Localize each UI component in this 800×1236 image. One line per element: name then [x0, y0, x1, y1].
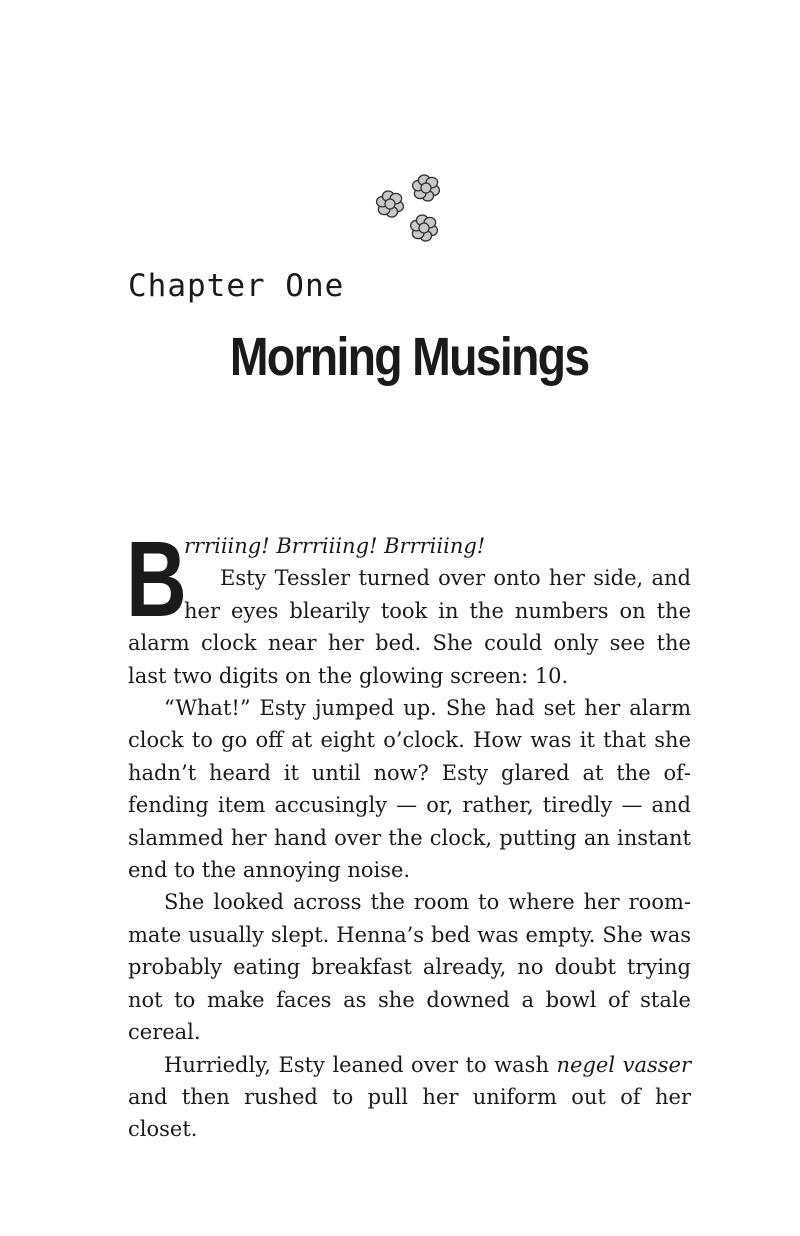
- drop-cap: B: [126, 518, 187, 639]
- paragraph-3: She looked across the room to where her roommate usually slept. Henna’s bed was empty. She was probably eating breakfast already, no doubt trying not to make faces as she downed a bowl of stale cereal.: [128, 890, 691, 1045]
- flower-center: [419, 223, 429, 233]
- alarm-sound-text: rrriiing! Brrriiing! Brrriiing!: [184, 534, 486, 558]
- flower-2: [413, 175, 440, 201]
- chapter-title: Morning Musings: [229, 327, 589, 387]
- flower-3: [411, 215, 438, 241]
- paragraph-4: [128, 1049, 691, 1146]
- flower-1: [377, 191, 404, 217]
- flower-cluster-icon: [368, 168, 452, 250]
- paragraph-2: “What!” Esty jumped up. She had set her alarm clock to go off at eight o’clock. How was it that she hadn’t heard it until now? Esty glared at the offending item accusingly — or, rather, tiredly — and slammed her hand over the clock, putting an instant end to the annoying noise.: [128, 696, 691, 883]
- paragraph-4-text-start: Hurriedly, Esty leaned over to wash: [164, 1052, 557, 1077]
- chapter-label: Chapter One: [128, 268, 345, 304]
- paragraph-4-text-end: and then rushed to pull her uniform out of her closet.: [128, 1084, 691, 1142]
- chapter-body: [126, 518, 691, 1146]
- paragraph-4-italic: negel vasser: [556, 1052, 691, 1077]
- flower-center: [385, 199, 395, 209]
- paragraph-1: [126, 518, 691, 692]
- flower-center: [421, 183, 431, 193]
- paragraph-1-text: Esty Tessler turned over onto her side, and her eyes blearily took in the numbers on the alarm clock near her bed. She could only see the last two digits on the glowing screen: 10.: [128, 566, 691, 688]
